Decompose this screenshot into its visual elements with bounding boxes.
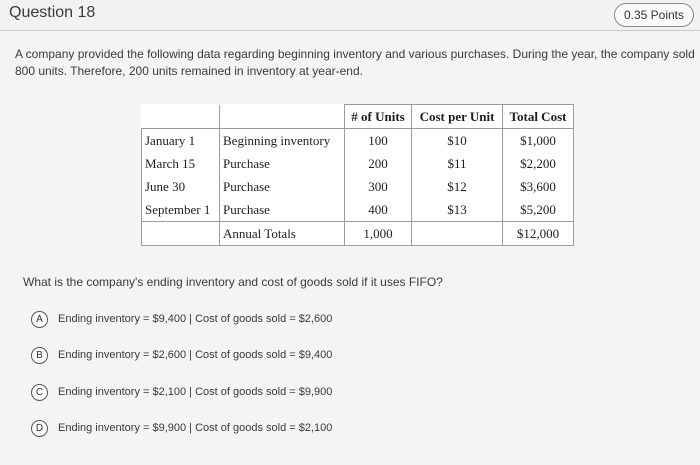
choice-radio-b[interactable]: B bbox=[31, 347, 48, 364]
choice-text-c: Ending inventory = $2,100 | Cost of goods sold = $9,900 bbox=[58, 386, 333, 398]
choice-radio-d[interactable]: D bbox=[31, 420, 48, 437]
choice-radio-a[interactable]: A bbox=[31, 311, 48, 328]
row-date: March 15 bbox=[142, 152, 220, 175]
row-total-cost: $5,200 bbox=[503, 198, 574, 222]
row-cost-per-unit: $11 bbox=[412, 152, 503, 175]
totals-empty-cell bbox=[142, 222, 220, 246]
table-header-cost-per-unit: Cost per Unit bbox=[412, 105, 503, 129]
answer-choice-b[interactable] bbox=[31, 344, 332, 366]
choice-text-d: Ending inventory = $9,900 | Cost of goods sold = $2,100 bbox=[58, 422, 333, 434]
totals-total-cost: $12,000 bbox=[503, 222, 574, 246]
points-badge: 0.35 Points bbox=[614, 3, 694, 27]
question-title: Question 18 bbox=[9, 4, 96, 21]
row-units: 200 bbox=[345, 152, 412, 175]
row-cost-per-unit: $13 bbox=[412, 198, 503, 222]
question-header bbox=[0, 0, 700, 31]
row-date: June 30 bbox=[142, 175, 220, 198]
row-description: Purchase bbox=[220, 175, 345, 198]
answer-choice-a[interactable] bbox=[31, 308, 332, 330]
table-row bbox=[142, 152, 574, 175]
table-header-blank bbox=[142, 105, 220, 129]
row-units: 400 bbox=[345, 198, 412, 222]
row-units: 300 bbox=[345, 175, 412, 198]
row-description: Purchase bbox=[220, 152, 345, 175]
table-row bbox=[142, 198, 574, 222]
choice-radio-c[interactable]: C bbox=[31, 384, 48, 401]
table-header-blank bbox=[220, 105, 345, 129]
row-total-cost: $2,200 bbox=[503, 152, 574, 175]
answer-choice-c[interactable] bbox=[31, 381, 332, 403]
row-description: Beginning inventory bbox=[220, 129, 345, 153]
table-header-total-cost: Total Cost bbox=[503, 105, 574, 129]
choice-text-a: Ending inventory = $9,400 | Cost of goods sold = $2,600 bbox=[58, 313, 333, 325]
row-date: January 1 bbox=[142, 129, 220, 153]
table-row bbox=[142, 175, 574, 198]
answer-choice-d[interactable] bbox=[31, 417, 332, 439]
table-header-units: # of Units bbox=[345, 105, 412, 129]
table-header-row bbox=[142, 105, 574, 129]
question-text: What is the company's ending inventory and cost of goods sold if it uses FIFO? bbox=[23, 275, 443, 289]
table-row bbox=[142, 129, 574, 153]
row-cost-per-unit: $12 bbox=[412, 175, 503, 198]
totals-empty-cell bbox=[412, 222, 503, 246]
totals-units: 1,000 bbox=[345, 222, 412, 246]
choice-text-b: Ending inventory = $2,600 | Cost of goods sold = $9,400 bbox=[58, 349, 333, 361]
row-cost-per-unit: $10 bbox=[412, 129, 503, 153]
totals-label: Annual Totals bbox=[220, 222, 345, 246]
row-total-cost: $1,000 bbox=[503, 129, 574, 153]
row-total-cost: $3,600 bbox=[503, 175, 574, 198]
row-units: 100 bbox=[345, 129, 412, 153]
row-description: Purchase bbox=[220, 198, 345, 222]
inventory-table bbox=[141, 104, 574, 246]
row-date: September 1 bbox=[142, 198, 220, 222]
table-totals-row bbox=[142, 222, 574, 246]
question-prompt: A company provided the following data regarding beginning inventory and various purchases. During the year, the company sold 800 units. Therefore, 200 units remained in inventory at year-end. bbox=[15, 47, 695, 78]
